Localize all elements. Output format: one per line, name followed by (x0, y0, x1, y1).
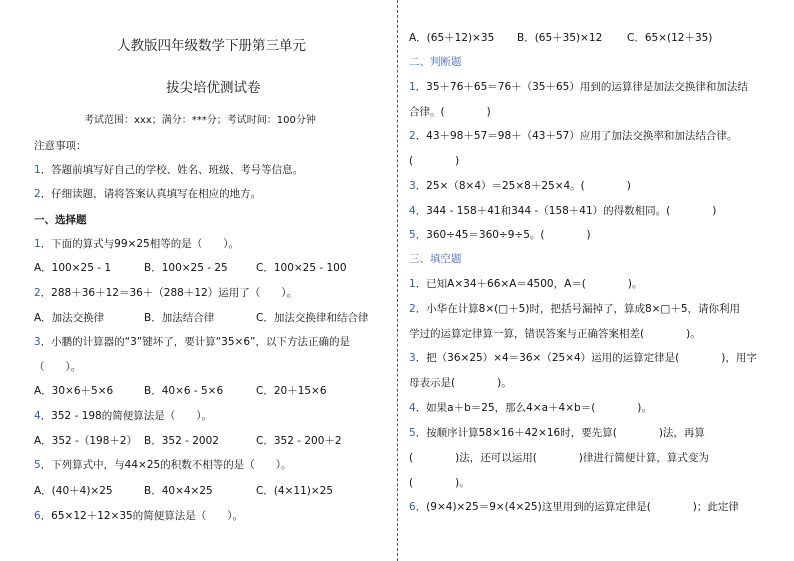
page-title: 人教版四年级数学下册第三单元 (117, 38, 306, 54)
notice-text: ．仔细读题，请将答案认真填写在相应的地方。 (40, 188, 262, 200)
question-stem-continued: （ ）。 (34, 361, 82, 373)
question-number: 5 (409, 229, 416, 241)
option-a: A．(40＋4)×25 (34, 485, 113, 497)
option-c: C．加法交换律和结合律 (256, 312, 369, 324)
question-stem (34, 409, 212, 423)
question-text: ．25×（8×4）＝25×8＋25×4。( ) (415, 180, 631, 192)
question-number: 3 (409, 352, 416, 364)
question-text: ．35＋76＋65＝76＋（35＋65）用到的运算律是加法交换律和加法结 (415, 81, 748, 93)
exam-info: 考试范围：xxx；满分：***分；考试时间：100分钟 (84, 115, 316, 126)
notice-title: 注意事项： (34, 140, 87, 152)
question-text: ．(9×4)×25＝9×(4×25)这里用到的运算定律是( )；此定律 (415, 501, 739, 513)
notice-text: ．答题前填写好自己的学校、姓名、班级、考号等信息。 (40, 164, 304, 176)
fill-question (409, 302, 740, 316)
question-number: 4 (409, 205, 416, 217)
option-b: B．352 - 2002 (144, 435, 219, 447)
notice-item (34, 187, 261, 201)
question-text: ．43＋98＋57＝98＋（43＋57）应用了加法交换率和加法结合律。 (415, 130, 738, 142)
column-divider (397, 0, 398, 561)
option-c: C．(4×11)×25 (256, 485, 334, 497)
question-number: 2 (409, 130, 416, 142)
question-text: ．352 - 198的简便算法是（ ）。 (40, 410, 212, 422)
question-text: ．按顺序计算58×16＋42×16时，要先算( )法，再算 (415, 427, 705, 439)
judge-question (409, 228, 591, 242)
option-b: B．(65＋35)×12 (517, 32, 603, 44)
question-text: ．把（36×25）×4＝36×（25×4）运用的运算定律是( )，用字 (415, 352, 757, 364)
question-text-continued: ( ) (409, 155, 460, 167)
option-c: C．20＋15×6 (256, 385, 327, 397)
option-b: B．40×4×25 (144, 485, 213, 497)
fill-question (409, 500, 739, 514)
question-text: ．小华在计算8×(□＋5)时，把括号漏掉了，算成8×□＋5，请你利用 (415, 303, 741, 315)
question-number: 2 (34, 287, 41, 299)
question-text: ．如果a＋b＝25，那么4×a＋4×b＝( )。 (415, 402, 652, 414)
notice-number: 2 (34, 188, 41, 200)
notice-number: 1 (34, 164, 41, 176)
option-b: B．100×25 - 25 (144, 262, 228, 274)
question-number: 1 (409, 278, 416, 290)
fill-question (409, 426, 705, 440)
question-text-continued: ( )法，还可以运用( )律进行简便计算，算式变为 (409, 452, 709, 464)
option-c: C．100×25 - 100 (256, 262, 347, 274)
page-subtitle: 拔尖培优测试卷 (166, 80, 261, 96)
option-c: C．65×(12＋35) (627, 32, 713, 44)
question-stem (34, 509, 243, 523)
fill-question (409, 401, 652, 415)
question-number: 5 (34, 459, 41, 471)
question-text: ．下列算式中，与44×25的积数不相等的是（ ）。 (40, 459, 292, 471)
option-a: A．100×25 - 1 (34, 262, 112, 274)
question-stem (34, 458, 291, 472)
option-a: A．(65＋12)×35 (409, 32, 495, 44)
question-number: 3 (34, 336, 41, 348)
question-number: 5 (409, 427, 416, 439)
question-stem (34, 335, 350, 349)
section-heading-fill: 三、填空题 (409, 253, 462, 265)
question-number: 1 (409, 81, 416, 93)
section-heading-choice: 一、选择题 (34, 214, 87, 226)
judge-question (409, 179, 631, 193)
option-a: A．30×6＋5×6 (34, 385, 114, 397)
question-number: 2 (409, 303, 416, 315)
option-a: A．352 -（198＋2） (34, 435, 138, 447)
option-b: B．加法结合律 (144, 312, 215, 324)
section-heading-judge: 二、判断题 (409, 56, 462, 68)
judge-question (409, 129, 737, 143)
question-number: 6 (34, 510, 41, 522)
question-text: ．288＋36＋12＝36＋（288＋12）运用了（ ）。 (40, 287, 297, 299)
question-text: ．下面的算式与99×25相等的是（ ）。 (40, 238, 239, 250)
question-stem (34, 237, 239, 251)
question-number: 4 (34, 410, 41, 422)
question-number: 6 (409, 501, 416, 513)
question-text: ．65×12＋12×35的简便算法是（ ）。 (40, 510, 243, 522)
judge-question (409, 204, 716, 218)
question-number: 1 (34, 238, 41, 250)
question-text: ．344 - 158＋41和344 -（158＋41）的得数相同。( ) (415, 205, 717, 217)
question-text-continued: 合律。( ) (409, 106, 491, 118)
question-text: ．已知A×34＋66×A＝4500，A＝( )。 (415, 278, 643, 290)
question-text-continued: 学过的运算定律算一算，错误答案与正确答案相差( )。 (409, 328, 701, 340)
option-b: B．40×6 - 5×6 (144, 385, 224, 397)
option-c: C．352 - 200＋2 (256, 435, 342, 447)
fill-question (409, 277, 642, 291)
question-text: ．小鹏的计算器的“3”键坏了，要计算“35×6”，以下方法正确的是 (40, 336, 350, 348)
question-text: ．360÷45＝360÷9÷5。( ) (415, 229, 591, 241)
judge-question (409, 80, 748, 94)
question-text-continued: 母表示是( )。 (409, 377, 512, 389)
question-number: 4 (409, 402, 416, 414)
notice-item (34, 163, 303, 177)
fill-question (409, 351, 757, 365)
question-text-continued: ( )。 (409, 477, 470, 489)
question-number: 3 (409, 180, 416, 192)
question-stem (34, 286, 297, 300)
option-a: A．加法交换律 (34, 312, 105, 324)
